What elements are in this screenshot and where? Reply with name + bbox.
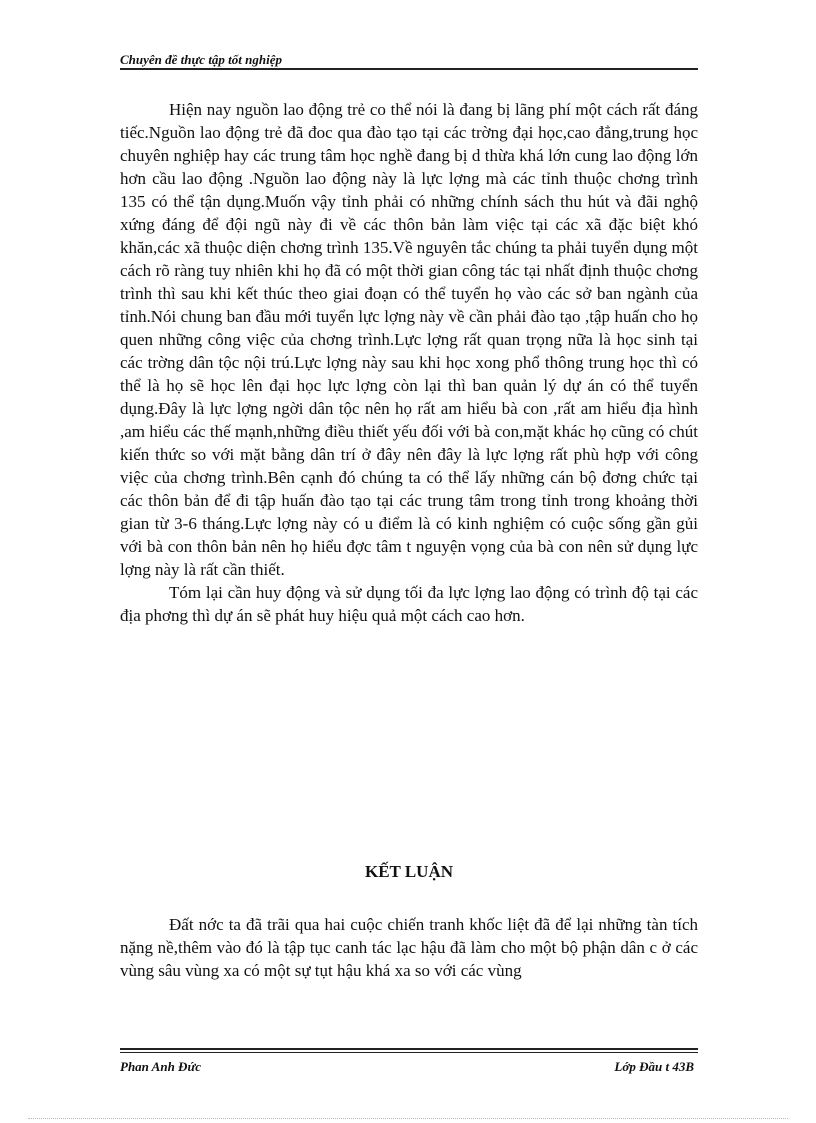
header-rule xyxy=(120,68,698,70)
main-body xyxy=(120,98,698,627)
paragraph: Tóm lại cần huy động và sử dụng tối đa lực lợng lao động có trình độ tại các địa phơng thì dự án sẽ phát huy hiệu quả một cách cao hơn. xyxy=(120,583,698,625)
header-title: Chuyên đề thực tập tốt nghiệp xyxy=(120,52,282,67)
page-footer xyxy=(120,1048,698,1078)
paragraph: Hiện nay nguồn lao động trẻ co thể nói là đang bị lãng phí một cách rất đáng tiếc.Nguồn lao động trẻ đã đoc qua đào tạo tại các trờng đại học,cao đẳng,trung học chuyên nghiệp hay các trung tâm học nghề đang bị d thừa khá lớn cung lao động lớn hơn cầu lao động .Nguồn lao động này là lực lợng mà các tỉnh thuộc chơng trình 135 có thể tận dụng.Muốn vậy tỉnh phải có những chính sách thu hút và đãi nghộ xứng đáng để đội ngũ này đi về các thôn bản làm việc tại các xã đặc biệt khó khăn,các xã thuộc diện chơng trình 135.Về nguyên tắc chúng ta phải tuyển dụng một cách rõ ràng tuy nhiên khi họ đã có một thời gian công tác tại nhất định thuộc chơng trình thì sau khi kết thúc theo giai đoạn có thể tuyển họ vào các sở ban ngành của tỉnh.Nói chung ban đầu mới tuyển lực lợng này về cần phải đào tạo ,tập huấn cho họ quen những công việc của chơng trình.Lực lợng rất quan trọng nữa là học sinh tại các trờng dân tộc nội trú.Lực lợng này sau khi học xong phổ thông trung học thì có thể là họ sẽ học lên đại học lực lợng còn lại thì ban quản lý dự án có thể tuyển dụng.Đây là lực lợng ngời dân tộc nên họ rất am hiểu bà con ,rất am hiểu địa hình ,am hiểu các thế mạnh,những điều thiết yếu đối với bà con,mặt khác họ cũng có chút kiến thức so với mặt bằng dân trí ở đây nên đây là lực lợng rất phù hợp với công việc của chơng trình.Bên cạnh đó chúng ta có thể lấy những cán bộ đơng chức tại các thôn bản để đi tập huấn đào tạo tại các trung tâm trong tỉnh trong khoảng thời gian từ 3-6 tháng.Lực lợng này có u điểm là có kinh nghiệm có cuộc sống gần gủi với bà con thôn bản nên họ hiểu đợc tâm t nguyện vọng của bà con nên sử dụng lực lợng này là rất cần thiết. xyxy=(120,100,698,579)
page-bottom-border xyxy=(28,1118,788,1119)
footer-class: Lớp Đầu t 43B xyxy=(614,1059,694,1074)
footer-rule-thin xyxy=(120,1052,698,1053)
paragraph: Đất nớc ta đã trãi qua hai cuộc chiến tranh khốc liệt đã để lại những tàn tích nặng nề,thêm vào đó là tập tục canh tác lạc hậu đã làm cho một bộ phận dân c ở các vùng sâu vùng xa có một sự tụt hậu khá xa so với các vùng xyxy=(120,915,698,980)
section-heading: KẾT LUẬN xyxy=(364,862,453,881)
footer-rule xyxy=(120,1048,698,1050)
page-header xyxy=(120,50,698,72)
footer-author: Phan Anh Đức xyxy=(120,1059,201,1074)
section-body xyxy=(120,913,698,982)
